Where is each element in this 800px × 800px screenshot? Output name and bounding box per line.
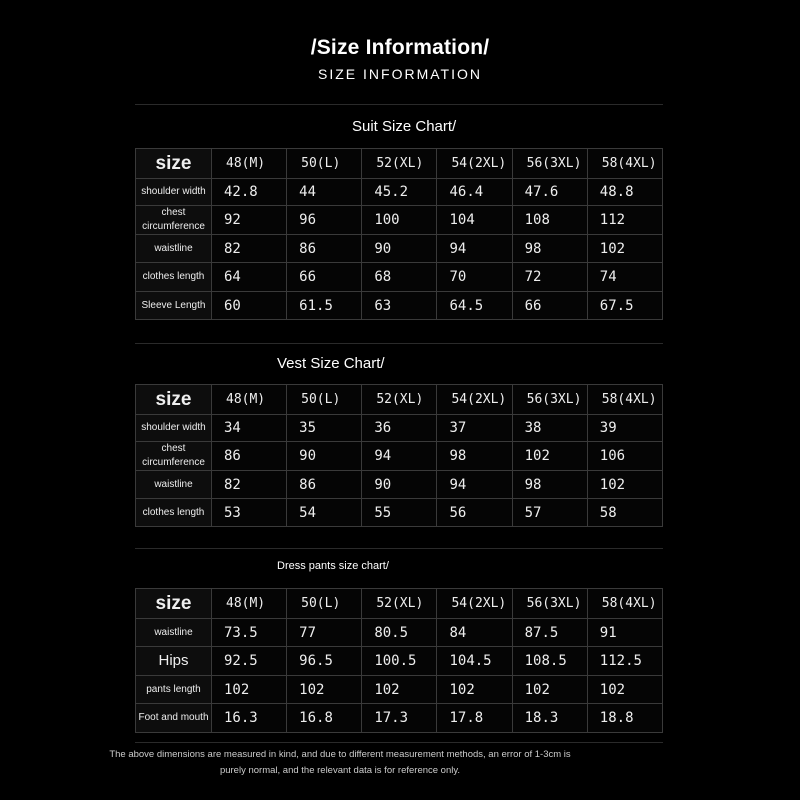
measurement-value: 64 xyxy=(212,263,287,292)
table-row xyxy=(136,235,663,263)
measurement-label: waistline xyxy=(136,471,212,499)
measurement-value: 102 xyxy=(512,442,587,471)
measurement-value: 98 xyxy=(512,235,587,263)
measurement-value: 92 xyxy=(212,206,287,235)
size-column-header: 48(M) xyxy=(212,149,287,179)
divider xyxy=(135,104,663,105)
table-row xyxy=(136,179,663,206)
measurement-value: 86 xyxy=(212,442,287,471)
measurement-value: 112 xyxy=(587,206,662,235)
measurement-value: 90 xyxy=(362,471,437,499)
size-header-label: size xyxy=(136,149,212,179)
measurement-value: 68 xyxy=(362,263,437,292)
measurement-value: 36 xyxy=(362,415,437,442)
pants-size-table xyxy=(135,588,663,733)
measurement-value: 37 xyxy=(437,415,512,442)
divider xyxy=(135,742,663,743)
measurement-value: 102 xyxy=(287,676,362,704)
measurement-value: 102 xyxy=(212,676,287,704)
measurement-value: 100 xyxy=(362,206,437,235)
measurement-value: 102 xyxy=(437,676,512,704)
size-column-header: 58(4XL) xyxy=(587,385,662,415)
measurement-value: 102 xyxy=(512,676,587,704)
footnote-line: The above dimensions are measured in kind, and due to different measurement methods, an error of 1-3cm is xyxy=(109,749,571,760)
table-row xyxy=(136,292,663,320)
measurement-value: 64.5 xyxy=(437,292,512,320)
measurement-label: pants length xyxy=(136,676,212,704)
measurement-value: 45.2 xyxy=(362,179,437,206)
measurement-value: 63 xyxy=(362,292,437,320)
measurement-value: 112.5 xyxy=(587,647,662,676)
measurement-value: 66 xyxy=(512,292,587,320)
measurement-value: 106 xyxy=(587,442,662,471)
measurement-value: 58 xyxy=(587,499,662,527)
size-column-header: 52(XL) xyxy=(362,589,437,619)
measurement-value: 53 xyxy=(212,499,287,527)
footnote xyxy=(0,747,680,779)
measurement-label: clothes length xyxy=(136,499,212,527)
measurement-value: 47.6 xyxy=(512,179,587,206)
measurement-value: 100.5 xyxy=(362,647,437,676)
measurement-value: 17.8 xyxy=(437,704,512,733)
measurement-value: 44 xyxy=(287,179,362,206)
divider xyxy=(135,343,663,344)
size-column-header: 56(3XL) xyxy=(512,149,587,179)
size-header-label: size xyxy=(136,385,212,415)
measurement-value: 57 xyxy=(512,499,587,527)
measurement-value: 90 xyxy=(287,442,362,471)
measurement-value: 87.5 xyxy=(512,619,587,647)
measurement-value: 72 xyxy=(512,263,587,292)
measurement-value: 108 xyxy=(512,206,587,235)
size-column-header: 58(4XL) xyxy=(587,149,662,179)
size-column-header: 50(L) xyxy=(287,385,362,415)
table-header-row xyxy=(136,589,663,619)
size-column-header: 48(M) xyxy=(212,385,287,415)
measurement-label: Foot and mouth xyxy=(136,704,212,733)
measurement-value: 55 xyxy=(362,499,437,527)
measurement-value: 61.5 xyxy=(287,292,362,320)
measurement-value: 46.4 xyxy=(437,179,512,206)
page-subtitle: SIZE INFORMATION xyxy=(318,66,482,82)
footnote-line: purely normal, and the relevant data is for reference only. xyxy=(219,765,461,776)
measurement-value: 94 xyxy=(437,471,512,499)
measurement-value: 102 xyxy=(587,471,662,499)
measurement-value: 42.8 xyxy=(212,179,287,206)
measurement-label: chest circumference xyxy=(136,206,212,235)
measurement-value: 34 xyxy=(212,415,287,442)
measurement-value: 77 xyxy=(287,619,362,647)
divider xyxy=(135,548,663,549)
measurement-value: 82 xyxy=(212,235,287,263)
suit-size-table xyxy=(135,148,663,320)
measurement-value: 98 xyxy=(512,471,587,499)
table-row xyxy=(136,676,663,704)
size-column-header: 56(3XL) xyxy=(512,385,587,415)
measurement-label: Hips xyxy=(136,647,212,676)
measurement-value: 17.3 xyxy=(362,704,437,733)
table-row xyxy=(136,206,663,235)
measurement-value: 39 xyxy=(587,415,662,442)
table-header-row xyxy=(136,149,663,179)
measurement-value: 102 xyxy=(587,676,662,704)
measurement-label: chest circumference xyxy=(136,442,212,471)
measurement-label: shoulder width xyxy=(136,179,212,206)
measurement-value: 90 xyxy=(362,235,437,263)
measurement-value: 96 xyxy=(287,206,362,235)
measurement-value: 18.3 xyxy=(512,704,587,733)
size-column-header: 52(XL) xyxy=(362,149,437,179)
measurement-value: 80.5 xyxy=(362,619,437,647)
measurement-value: 74 xyxy=(587,263,662,292)
table-row xyxy=(136,704,663,733)
measurement-value: 86 xyxy=(287,235,362,263)
measurement-value: 98 xyxy=(437,442,512,471)
vest-size-table xyxy=(135,384,663,527)
measurement-value: 16.3 xyxy=(212,704,287,733)
measurement-label: clothes length xyxy=(136,263,212,292)
measurement-value: 16.8 xyxy=(287,704,362,733)
measurement-label: waistline xyxy=(136,619,212,647)
size-column-header: 50(L) xyxy=(287,589,362,619)
measurement-label: Sleeve Length xyxy=(136,292,212,320)
measurement-value: 92.5 xyxy=(212,647,287,676)
measurement-value: 38 xyxy=(512,415,587,442)
page-title: /Size Information/ xyxy=(310,36,490,59)
measurement-value: 96.5 xyxy=(287,647,362,676)
measurement-value: 35 xyxy=(287,415,362,442)
measurement-value: 94 xyxy=(437,235,512,263)
size-column-header: 54(2XL) xyxy=(437,149,512,179)
measurement-value: 94 xyxy=(362,442,437,471)
measurement-value: 91 xyxy=(587,619,662,647)
table-row xyxy=(136,499,663,527)
size-column-header: 58(4XL) xyxy=(587,589,662,619)
table-row xyxy=(136,619,663,647)
measurement-value: 18.8 xyxy=(587,704,662,733)
measurement-value: 67.5 xyxy=(587,292,662,320)
measurement-value: 73.5 xyxy=(212,619,287,647)
measurement-value: 54 xyxy=(287,499,362,527)
size-column-header: 54(2XL) xyxy=(437,385,512,415)
measurement-value: 102 xyxy=(362,676,437,704)
measurement-value: 56 xyxy=(437,499,512,527)
measurement-value: 102 xyxy=(587,235,662,263)
table-header-row xyxy=(136,385,663,415)
measurement-value: 48.8 xyxy=(587,179,662,206)
measurement-value: 60 xyxy=(212,292,287,320)
vest-chart-title: Vest Size Chart/ xyxy=(277,355,385,372)
measurement-label: waistline xyxy=(136,235,212,263)
size-column-header: 56(3XL) xyxy=(512,589,587,619)
measurement-value: 70 xyxy=(437,263,512,292)
measurement-value: 84 xyxy=(437,619,512,647)
size-column-header: 48(M) xyxy=(212,589,287,619)
measurement-value: 82 xyxy=(212,471,287,499)
table-row xyxy=(136,415,663,442)
measurement-value: 104 xyxy=(437,206,512,235)
table-row xyxy=(136,263,663,292)
measurement-value: 108.5 xyxy=(512,647,587,676)
measurement-label: shoulder width xyxy=(136,415,212,442)
measurement-value: 104.5 xyxy=(437,647,512,676)
size-column-header: 54(2XL) xyxy=(437,589,512,619)
table-row xyxy=(136,471,663,499)
suit-chart-title: Suit Size Chart/ xyxy=(352,118,457,135)
table-row xyxy=(136,442,663,471)
measurement-value: 86 xyxy=(287,471,362,499)
size-header-label: size xyxy=(136,589,212,619)
measurement-value: 66 xyxy=(287,263,362,292)
table-row xyxy=(136,647,663,676)
pants-chart-title: Dress pants size chart/ xyxy=(277,560,389,572)
size-column-header: 50(L) xyxy=(287,149,362,179)
size-column-header: 52(XL) xyxy=(362,385,437,415)
